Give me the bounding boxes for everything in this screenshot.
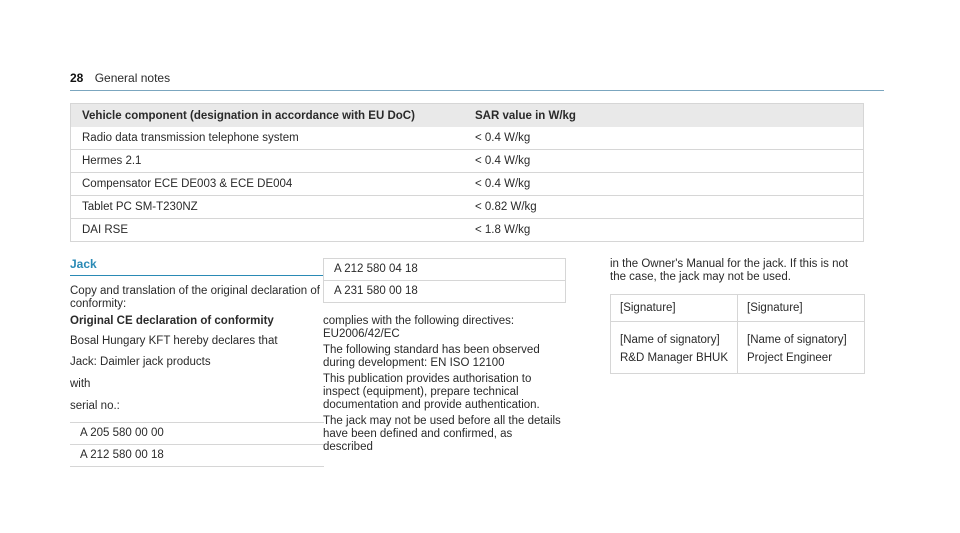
signatory-role: R&D Manager BHUK (620, 352, 729, 364)
sar-cell: < 0.4 W/kg (464, 173, 864, 196)
continued-text: in the Owner's Manual for the jack. If this is not the case, the jack may not be used. (610, 258, 849, 283)
table-row (611, 295, 865, 322)
component-cell: Compensator ECE DE003 & ECE DE004 (71, 173, 465, 196)
table-row (611, 322, 865, 374)
signatory-name: [Name of signatory] (747, 334, 847, 346)
serial-table-left (70, 422, 324, 467)
serial-label: serial no.: (70, 400, 120, 412)
serial-cell: A 205 580 00 00 (70, 423, 324, 445)
signature-cell: [Signature] (738, 295, 865, 322)
declaration-heading: Original CE declaration of conformity (70, 315, 274, 327)
serial-cell: A 212 580 04 18 (324, 259, 566, 281)
component-cell: Tablet PC SM-T230NZ (71, 196, 465, 219)
page-header (70, 71, 170, 85)
header-divider (70, 90, 884, 91)
jack-column-1 (70, 258, 324, 467)
table-row (70, 445, 324, 467)
declares-text: Bosal Hungary KFT hereby declares that (70, 335, 278, 347)
signature-table (610, 294, 865, 374)
serial-table-mid (323, 258, 566, 303)
table-row (324, 259, 566, 281)
table-row (70, 423, 324, 445)
signatory-role: Project Engineer (747, 352, 833, 364)
serial-cell: A 212 580 00 18 (70, 445, 324, 467)
page-number: 28 (70, 71, 84, 85)
sar-cell: < 0.4 W/kg (464, 150, 864, 173)
section-title-jack: Jack (70, 258, 324, 276)
column-header-component: Vehicle component (designation in accordance with EU DoC) (71, 104, 465, 128)
complies-text: complies with the following directives: EU2006/42/EC (323, 315, 515, 340)
sar-cell: < 1.8 W/kg (464, 219, 864, 242)
sar-cell: < 0.82 W/kg (464, 196, 864, 219)
signatory-cell-left (611, 322, 738, 374)
table-row (324, 281, 566, 303)
sar-table (70, 103, 864, 242)
jack-column-2 (323, 258, 566, 454)
with-text: with (70, 378, 91, 390)
jack-line: Jack: Daimler jack products (70, 356, 211, 368)
sar-cell: < 0.4 W/kg (464, 127, 864, 150)
column-header-sar: SAR value in W/kg (464, 104, 864, 128)
table-row (71, 173, 864, 196)
jack-column-3 (610, 258, 865, 374)
component-cell: Hermes 2.1 (71, 150, 465, 173)
serial-cell: A 231 580 00 18 (324, 281, 566, 303)
component-cell: DAI RSE (71, 219, 465, 242)
section-name: General notes (94, 71, 171, 85)
signature-cell: [Signature] (611, 295, 738, 322)
table-row (71, 219, 864, 242)
signatory-name: [Name of signatory] (620, 334, 720, 346)
table-row (71, 127, 864, 150)
not-used-text: The jack may not be used before all the details have been defined and confirmed, as described (323, 415, 561, 453)
intro-text: Copy and translation of the original declaration of conformity: (70, 285, 320, 310)
table-row (71, 196, 864, 219)
standard-text: The following standard has been observed during development: EN ISO 12100 (323, 344, 540, 369)
publication-text: This publication provides authorisation to inspect (equipment), prepare technical documentation and provide authentication. (323, 373, 540, 411)
component-cell: Radio data transmission telephone system (71, 127, 465, 150)
table-row (71, 150, 864, 173)
signatory-cell-right (738, 322, 865, 374)
table-header-row (71, 104, 864, 128)
